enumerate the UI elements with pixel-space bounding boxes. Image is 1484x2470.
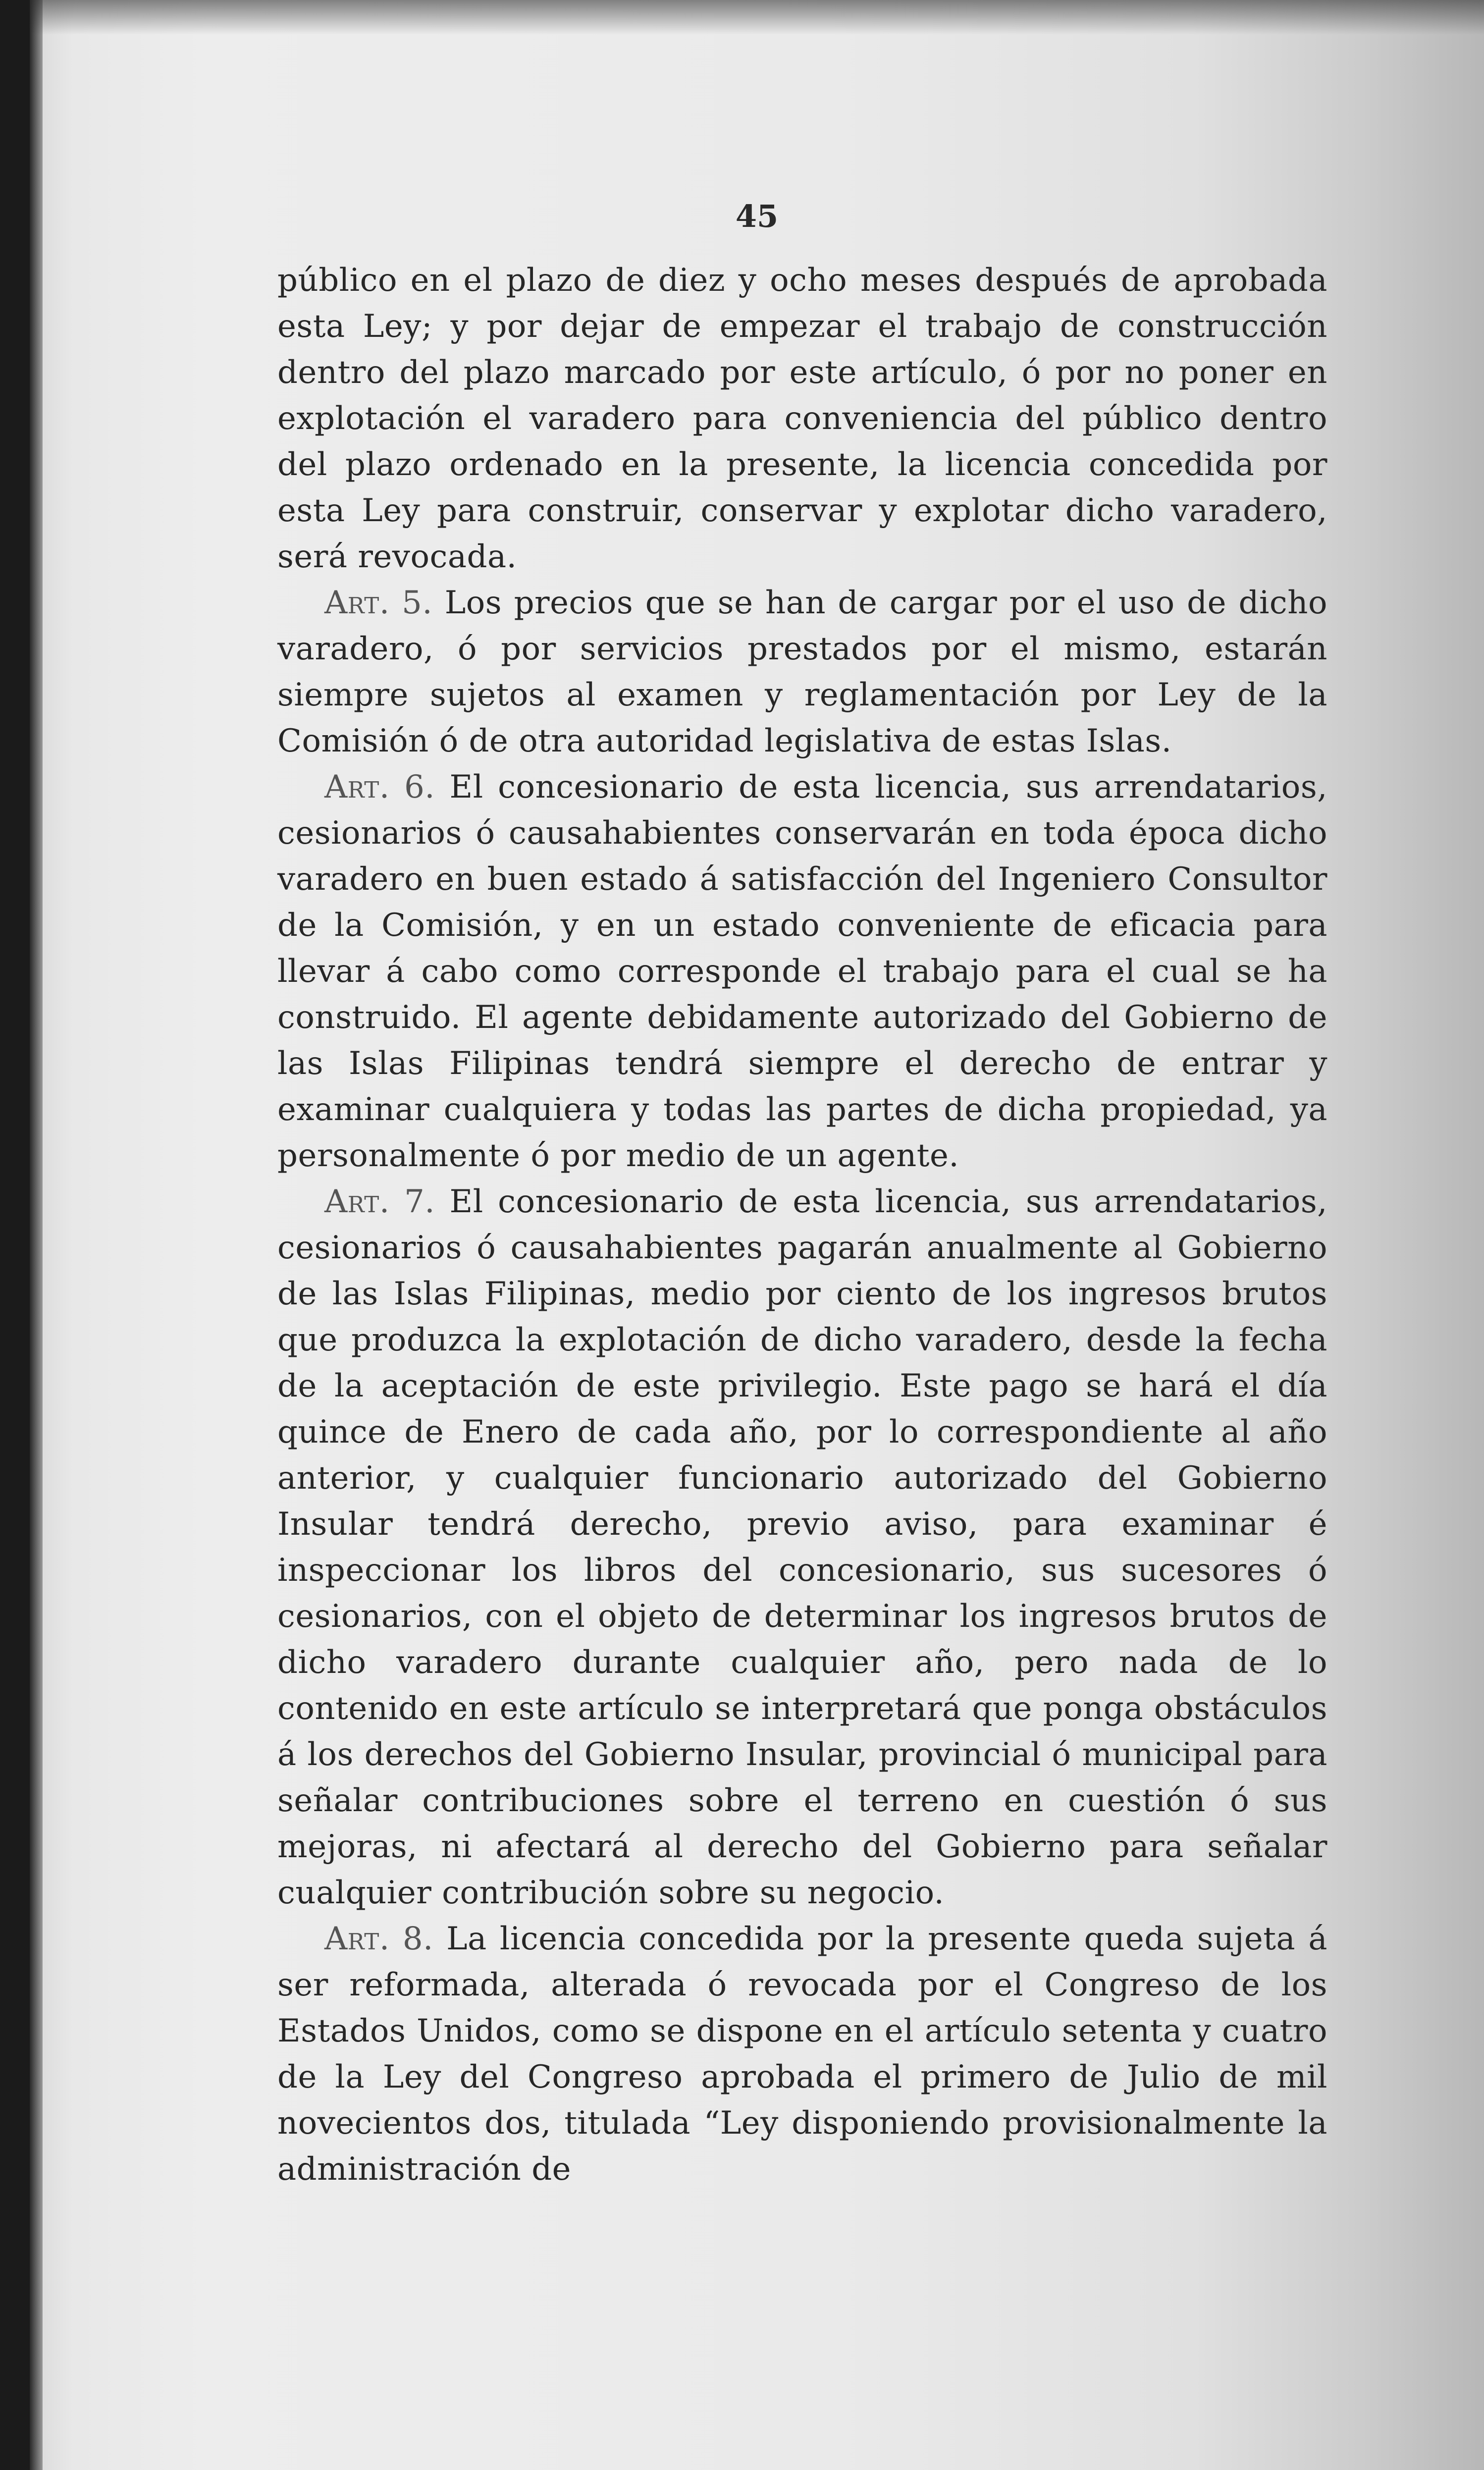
article-text: La licencia concedida por la presente queda sujeta á ser reformada, alterada ó revocada por el Congreso de los Estados Unidos, como se dispone en el artículo setenta y cuatro de la Ley del Congreso aprobada el primero de Julio de mil novecientos dos, titulada “Ley disponiendo provisionalmente la administración de [277,1921,1328,2188]
paragraph-continuation [277,258,1327,580]
article-text: El concesionario de esta licencia, sus arrendatarios, cesionarios ó causahabientes pagarán anualmente al Gobierno de las Islas Filipinas, medio por ciento de los ingresos brutos que produzca la explotación de dicho varadero, desde la fecha de la aceptación de este privilegio. Este pago se hará el día quince de Enero de cada año, por lo correspondiente al año anterior, y cualquier funcionario autorizado del Gobierno Insular tendrá derecho, previo aviso, para examinar é inspeccionar los libros del concesionario, sus sucesores ó cesionarios, con el objeto de determinar los ingresos brutos de dicho varadero durante cualquier año, pero nada de lo contenido en este artículo se interpretará que ponga obstáculos á los derechos del Gobierno Insular, provincial ó municipal para señalar contribuciones sobre el terreno en cuestión ó sus mejoras, ni afectará al derecho del Gobierno para señalar cualquier contribución sobre su negocio. [277,1183,1328,1911]
article-7 [277,1179,1327,1916]
article-text: El concesionario de esta licencia, sus arrendatarios, cesionarios ó causahabientes conservarán en toda época dicho varadero en buen estado á satisfacción del Ingeniero Consultor de la Comisión, y en un estado conveniente de eficacia para llevar á cabo como corresponde el trabajo para el cual se ha construido. El agente debidamente autorizado del Gobierno de las Islas Filipinas tendrá siempre el derecho de entrar y examinar cualquiera y todas las partes de dicha propiedad, ya personalmente ó por medio de un agente. [277,769,1328,1174]
article-5 [277,580,1327,764]
paragraph-text: público en el plazo de diez y ocho meses después de aprobada esta Ley; y por dejar de empezar el trabajo de construcción dentro del plazo marcado por este artículo, ó por no poner en explotación el varadero para conveniencia del público dentro del plazo ordenado en la presente, la licencia concedida por esta Ley para construir, conservar y explotar dicho varadero, será revocada. [277,262,1327,575]
article-label: Art. 6. [324,769,435,805]
article-text: Los precios que se han de cargar por el uso de dicho varadero, ó por servicios prestados por el mismo, estarán siempre sujetos al examen y reglamentación por Ley de la Comisión ó de otra autoridad legislativa de estas Islas. [277,585,1328,759]
article-label: Art. 5. [324,585,433,621]
body-text [277,258,1327,2193]
book-page [30,0,1484,2470]
article-6 [277,764,1327,1179]
page-number: 45 [735,198,779,234]
article-label: Art. 8. [324,1921,433,1957]
article-8 [277,1916,1327,2193]
article-label: Art. 7. [324,1183,435,1220]
